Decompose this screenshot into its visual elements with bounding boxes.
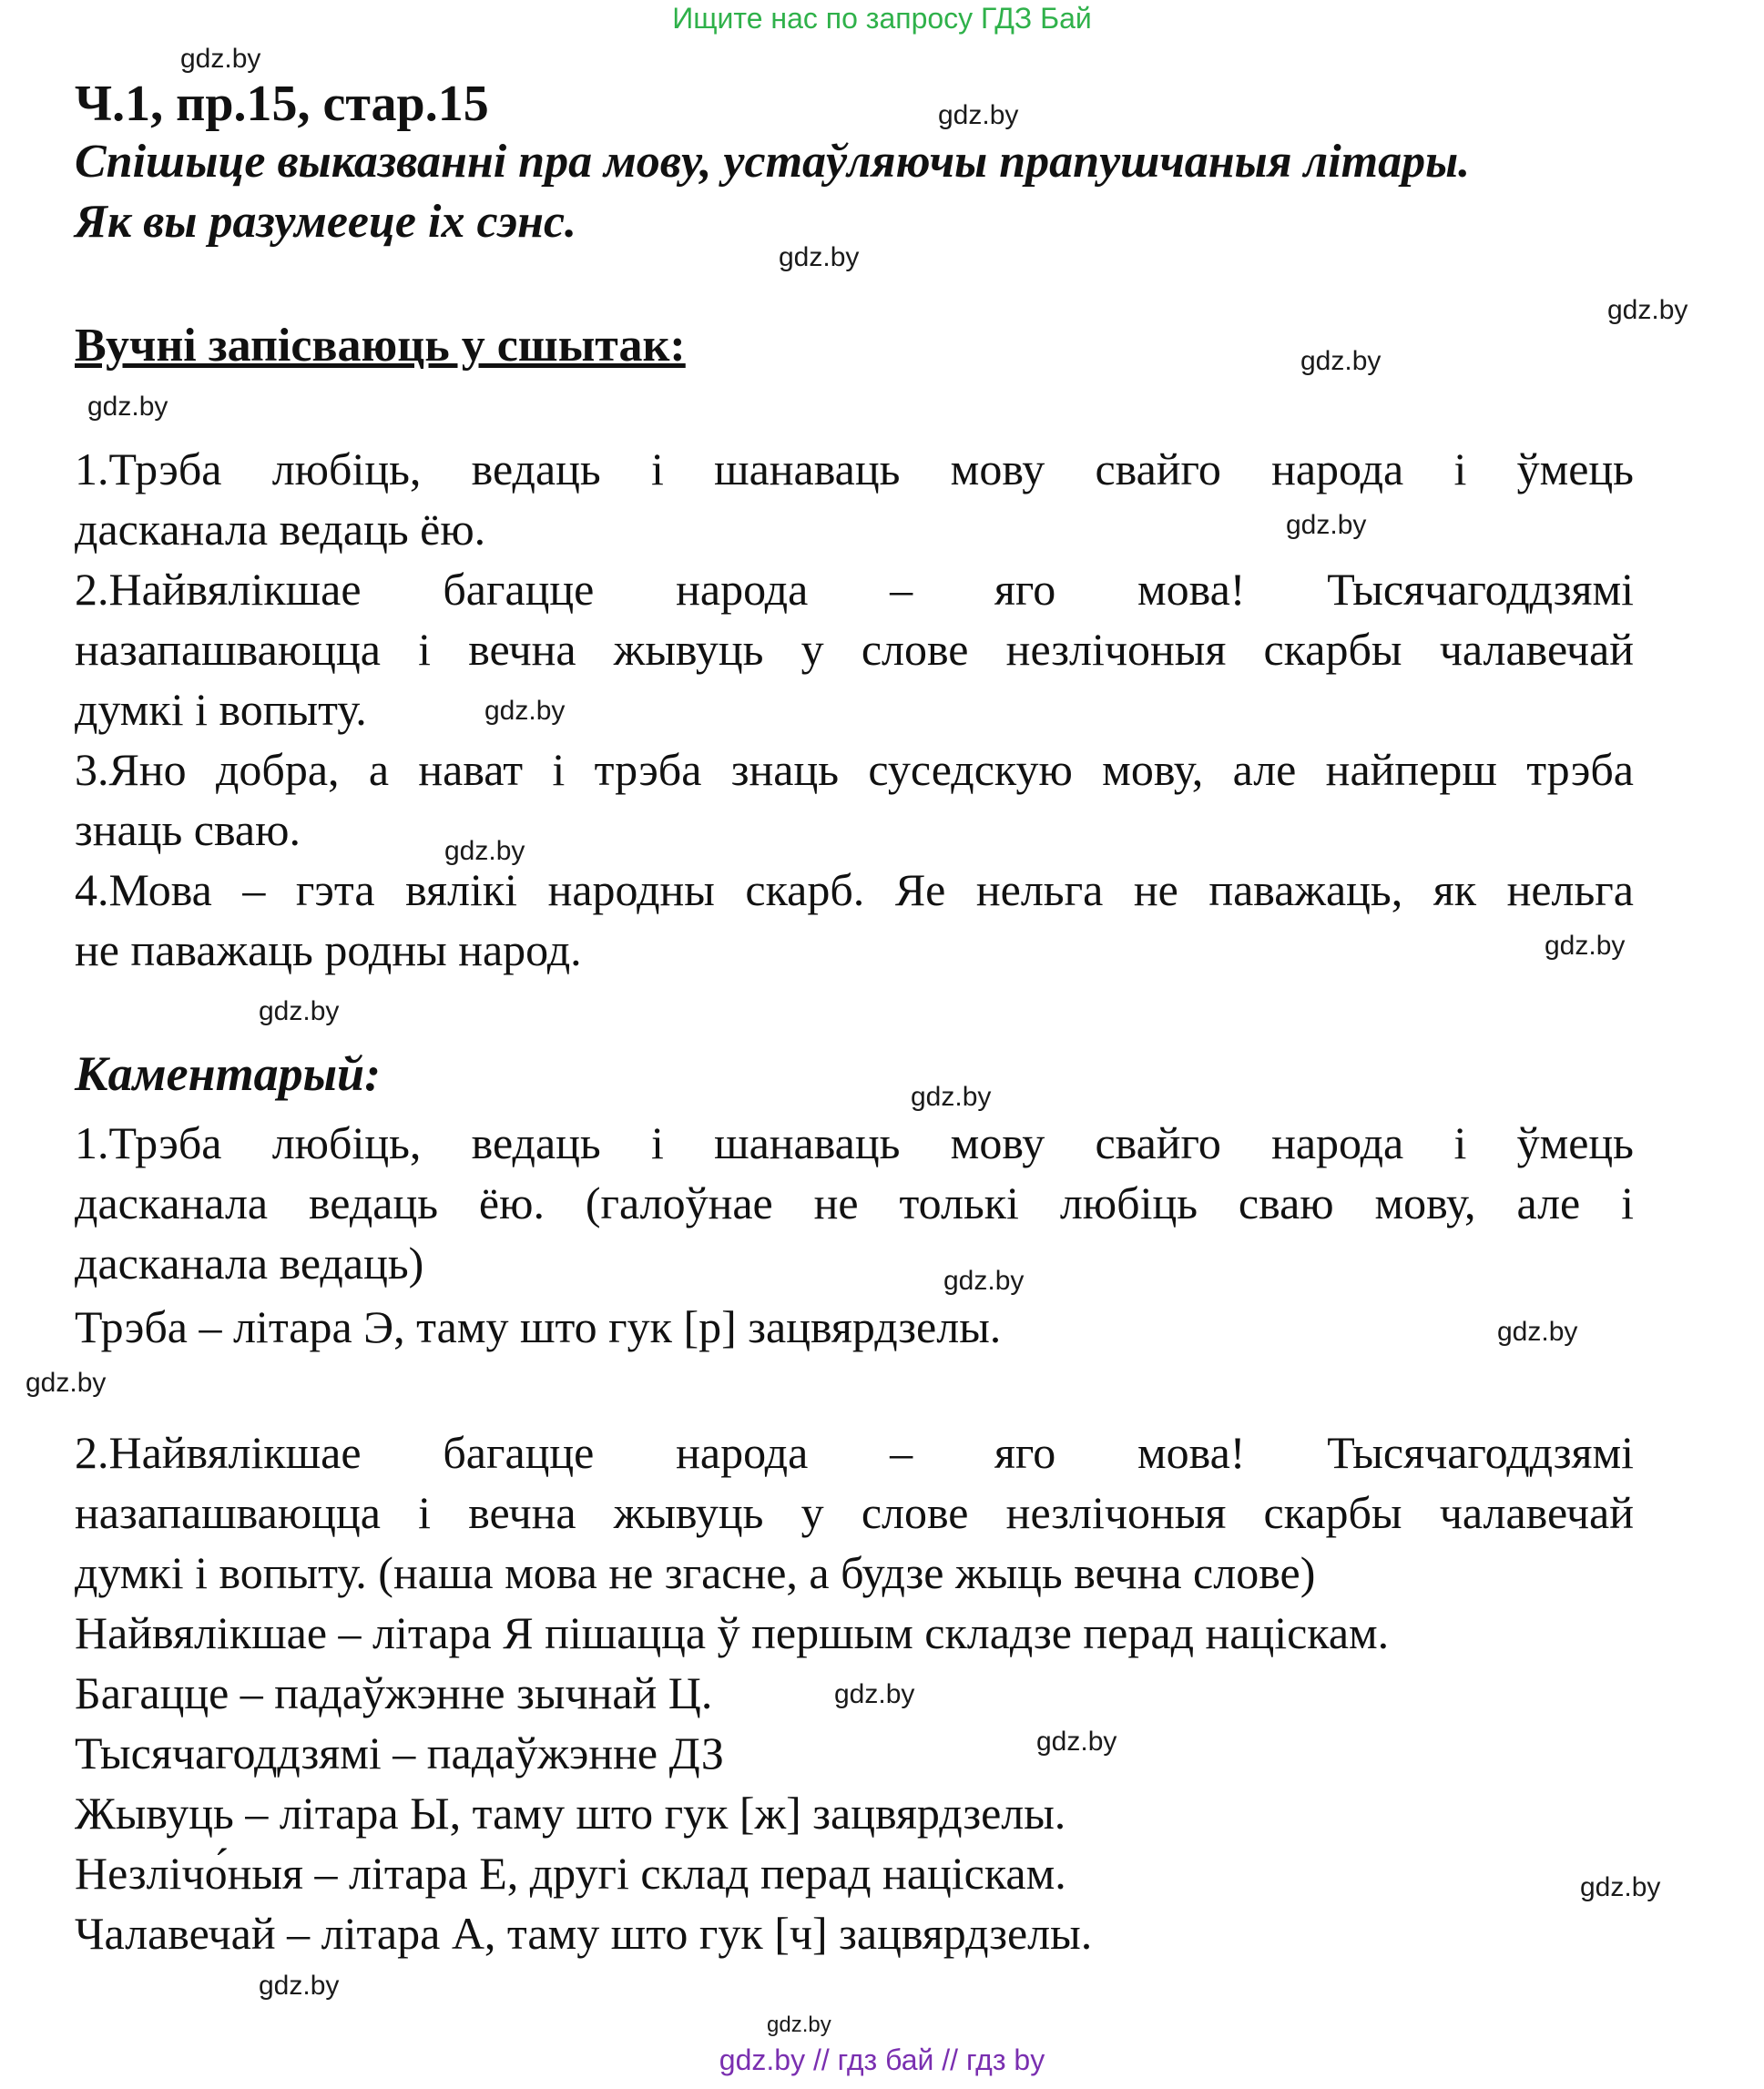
watermark: gdz.by <box>1607 295 1688 325</box>
watermark: gdz.by <box>938 100 1019 130</box>
commentary-line: думкі і вопыту. (наша мова не згасне, а будзе жыць вечна слове) <box>75 1547 1316 1598</box>
answer-line: не паважаць родны народ. <box>75 924 582 975</box>
top-banner[interactable]: Ищите нас по запросу ГДЗ Бай <box>672 2 1092 35</box>
commentary-line: дасканала ведаць) <box>75 1238 424 1289</box>
answer-line: 3.Яно добра, а нават і трэба знаць суседскую мову, але найперш трэба <box>75 744 1634 795</box>
answer-line: думкі і вопыту. <box>75 684 367 735</box>
watermark: gdz.by <box>444 836 525 866</box>
watermark: gdz.by <box>834 1679 915 1709</box>
commentary-line: Найвялікшае – літара Я пішацца ў першым складзе перад націскам. <box>75 1607 1390 1658</box>
watermark: gdz.by <box>259 996 340 1026</box>
watermark: gdz.by <box>87 392 168 422</box>
answer-line: 4.Мова – гэта вялікі народны скарб. Яе нельга не паважаць, як нельга <box>75 864 1634 915</box>
commentary-line: Жывуць – літара Ы, таму што гук [ж] зацвярдзелы. <box>75 1788 1066 1839</box>
watermark: gdz.by <box>1545 931 1626 961</box>
commentary-line: назапашваюцца і вечна жывуць у слове незлічоныя скарбы чалавечай <box>75 1487 1634 1538</box>
commentary-line: 2.Найвялікшае багацце народа – яго мова! Тысячагоддзямі <box>75 1427 1634 1478</box>
answer-line: знаць сваю. <box>75 804 301 855</box>
watermark: gdz.by <box>180 44 261 74</box>
commentary-line: 1.Трэба любіць, ведаць і шанаваць мову свайго народа і ўмець <box>75 1117 1634 1168</box>
watermark: gdz.by <box>943 1266 1025 1296</box>
watermark: gdz.by <box>1286 510 1367 540</box>
answer-line: 1.Трэба любіць, ведаць і шанаваць мову свайго народа і ўмець <box>75 443 1634 494</box>
footer-links[interactable]: gdz.by // гдз бай // гдз by <box>719 2043 1045 2076</box>
watermark: gdz.by <box>767 2013 831 2037</box>
watermark: gdz.by <box>779 242 860 272</box>
commentary-line: Незлічо́ныя – літара Е, другі склад перад націскам. <box>75 1848 1066 1899</box>
answer-heading: Вучні запісваюць у сшытак: <box>75 320 686 372</box>
watermark: gdz.by <box>25 1368 107 1398</box>
commentary-line: дасканала ведаць ёю. (галоўнае не толькі любіць сваю мову, але і <box>75 1177 1634 1228</box>
commentary-line: Чалавечай – літара А, таму што гук [ч] зацвярдзелы. <box>75 1908 1093 1959</box>
watermark: gdz.by <box>1580 1872 1661 1902</box>
commentary-line: Трэба – літара Э, таму што гук [р] зацвярдзелы. <box>75 1301 1002 1352</box>
answer-line: дасканала ведаць ёю. <box>75 504 486 555</box>
answer-line: назапашваюцца і вечна жывуць у слове незлічоныя скарбы чалавечай <box>75 624 1634 675</box>
watermark: gdz.by <box>484 696 566 726</box>
watermark: gdz.by <box>911 1082 992 1112</box>
page-title: Ч.1, пр.15, стар.15 <box>75 76 489 132</box>
task-text: Як вы разумееце іх сэнс. <box>75 196 577 248</box>
watermark: gdz.by <box>1036 1727 1117 1757</box>
task-text: Спішыце выказванні пра мову, устаўляючы прапушчаныя літары. <box>75 136 1471 188</box>
answer-line: 2.Найвялікшае багацце народа – яго мова! Тысячагоддзямі <box>75 564 1634 615</box>
watermark: gdz.by <box>259 1971 340 2001</box>
watermark: gdz.by <box>1497 1317 1578 1347</box>
watermark: gdz.by <box>1300 346 1382 376</box>
commentary-heading: Каментарый: <box>75 1046 382 1101</box>
commentary-line: Тысячагоддзямі – падаўжэнне ДЗ <box>75 1727 724 1778</box>
commentary-line: Багацце – падаўжэнне зычнай Ц. <box>75 1667 713 1718</box>
